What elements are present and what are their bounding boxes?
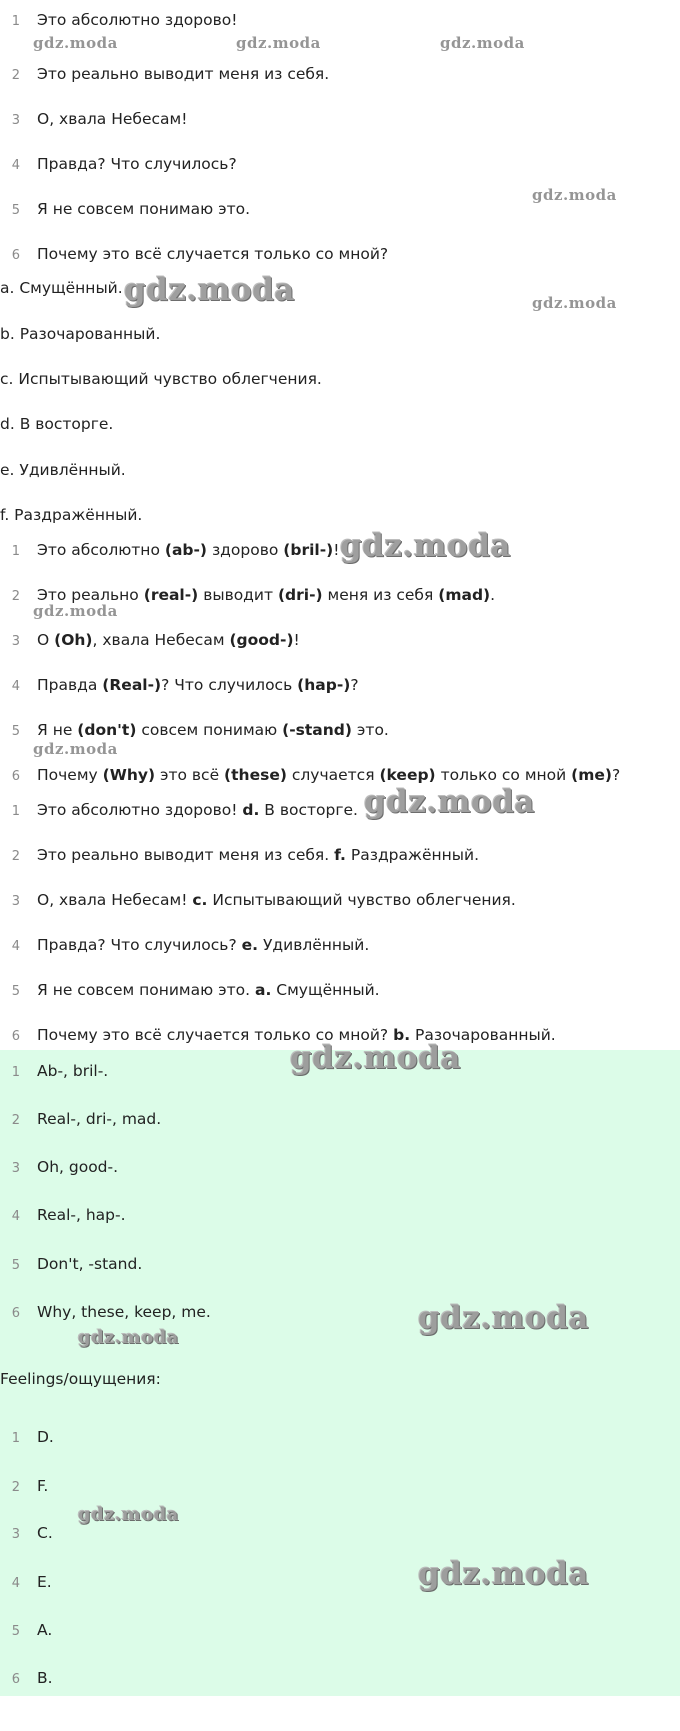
item-number: 5 (11, 1258, 20, 1273)
phrase-fragment: выводит (198, 586, 278, 604)
watermark: gdz.moda (290, 1040, 461, 1076)
feeling-text: a. Смущённый. (0, 279, 123, 297)
english-hint: (Real-) (102, 676, 162, 694)
match-row (0, 935, 369, 957)
feeling-option (0, 278, 123, 298)
answer-text: Ab-, bril-. (37, 1062, 109, 1080)
item-number: 4 (11, 939, 20, 954)
feeling-letter: e. (241, 936, 259, 954)
english-hint: (-stand) (282, 721, 352, 739)
english-hint: (good-) (229, 631, 294, 649)
phrase-text: Это реально выводит меня из себя. (37, 65, 330, 83)
phrase-text: Я не совсем понимаю это. (37, 200, 251, 218)
feeling-text: b. Разочарованный. (0, 325, 161, 343)
feeling-option (0, 369, 322, 389)
phrase-fragment: ? (611, 766, 621, 784)
item-number: 2 (11, 68, 20, 83)
phrase-fragment: здорово (207, 541, 284, 559)
phrase-row (0, 154, 237, 176)
item-number: 3 (11, 894, 20, 909)
feeling-text: c. Испытывающий чувство облегчения. (0, 370, 322, 388)
phrase-fragment: , хвала Небесам (92, 631, 230, 649)
answer-row (0, 1427, 54, 1449)
answer-row (0, 1061, 108, 1083)
answer-text: Real-, hap-. (37, 1206, 126, 1224)
phrase-text: О, хвала Небесам! (37, 891, 193, 909)
feeling-option (0, 414, 113, 434)
answer-row (0, 1572, 52, 1594)
watermark: gdz.moda (418, 1556, 589, 1592)
english-hint: (Oh) (54, 631, 93, 649)
watermark: gdz.moda (33, 34, 118, 52)
answer-text: Why, these, keep, me. (37, 1303, 211, 1321)
feeling-text: Удивлённый. (262, 936, 370, 954)
feeling-letter: d. (242, 801, 260, 819)
english-hint: (me) (571, 766, 612, 784)
english-hint: (ab-) (164, 541, 208, 559)
phrase-fragment: О (37, 631, 55, 649)
answer-row (0, 1302, 211, 1324)
english-hint: (keep) (379, 766, 436, 784)
annotated-row (0, 540, 339, 562)
phrase-fragment: . (490, 586, 496, 604)
item-number: 6 (11, 1672, 20, 1687)
feeling-text: Испытывающий чувство облегчения. (212, 891, 516, 909)
phrase-fragment: Это абсолютно (37, 541, 165, 559)
answer-row (0, 1157, 118, 1179)
english-hint: (dri-) (277, 586, 323, 604)
phrase-text: Правда? Что случилось? (37, 155, 237, 173)
answer-row (0, 1668, 53, 1690)
phrase-text: Почему это всё случается только со мной? (37, 1026, 394, 1044)
feeling-option (0, 505, 142, 525)
item-number: 2 (11, 589, 20, 604)
phrase-text: Это реально выводит меня из себя. (37, 846, 335, 864)
watermark: gdz.moda (33, 740, 118, 758)
english-hint: (these) (224, 766, 287, 784)
answer-text: A. (37, 1621, 53, 1639)
item-number: 3 (11, 634, 20, 649)
feeling-letter: c. (192, 891, 208, 909)
phrase-fragment: ? Что случилось (161, 676, 298, 694)
phrase-fragment: только со мной (435, 766, 572, 784)
item-number: 6 (11, 769, 20, 784)
feeling-letter: b. (393, 1026, 411, 1044)
phrase-fragment: Правда (37, 676, 103, 694)
item-number: 4 (11, 158, 20, 173)
feeling-text: d. В восторге. (0, 415, 114, 433)
phrase-row (0, 10, 237, 32)
english-hint: (don't) (77, 721, 137, 739)
feeling-letter: a. (254, 981, 272, 999)
answer-text: F. (37, 1477, 49, 1495)
english-hint: (mad) (438, 586, 491, 604)
answer-text: Don't, -stand. (37, 1255, 143, 1273)
phrase-fragment: Это реально (37, 586, 144, 604)
answer-text: D. (37, 1428, 54, 1446)
answer-row (0, 1476, 48, 1498)
match-row (0, 1025, 556, 1047)
item-number: 4 (11, 1576, 20, 1591)
phrase-fragment: это всё (155, 766, 225, 784)
item-number: 1 (11, 544, 20, 559)
english-hint: (real-) (143, 586, 199, 604)
feeling-text: f. Раздражённый. (0, 506, 143, 524)
phrase-fragment: ! (293, 631, 300, 649)
item-number: 4 (11, 1209, 20, 1224)
phrase-text: Это абсолютно здорово! (37, 801, 243, 819)
item-number: 1 (11, 14, 20, 29)
answer-row (0, 1109, 161, 1131)
item-number: 6 (11, 1306, 20, 1321)
feeling-text: e. Удивлённый. (0, 461, 126, 479)
phrase-fragment: совсем понимаю (136, 721, 283, 739)
watermark: gdz.moda (418, 1300, 589, 1336)
watermark: gdz.moda (532, 186, 617, 204)
item-number: 4 (11, 679, 20, 694)
phrase-text: Это абсолютно здорово! (37, 11, 238, 29)
feeling-text: Раздражённый. (350, 846, 480, 864)
answer-text: E. (37, 1573, 52, 1591)
phrase-text: Почему это всё случается только со мной? (37, 245, 389, 263)
answer-text: B. (37, 1669, 53, 1687)
phrase-fragment: ! (333, 541, 340, 559)
answer-text: Oh, good-. (37, 1158, 119, 1176)
item-number: 3 (11, 1161, 20, 1176)
phrase-text: Правда? Что случилось? (37, 936, 242, 954)
feeling-text: Смущённый. (276, 981, 380, 999)
item-number: 5 (11, 203, 20, 218)
phrase-row (0, 64, 329, 86)
watermark: gdz.moda (440, 34, 525, 52)
annotated-row (0, 675, 359, 697)
phrase-fragment: меня из себя (322, 586, 439, 604)
item-number: 1 (11, 1431, 20, 1446)
phrase-fragment: ? (350, 676, 359, 694)
phrase-fragment: Почему (37, 766, 103, 784)
phrase-text: О, хвала Небесам! (37, 110, 188, 128)
watermark: gdz.moda (78, 1504, 179, 1525)
answer-row (0, 1523, 53, 1545)
watermark: gdz.moda (340, 528, 511, 564)
annotated-row (0, 630, 300, 652)
match-row (0, 800, 358, 822)
phrase-fragment: случается (286, 766, 380, 784)
watermark: gdz.moda (532, 294, 617, 312)
item-number: 6 (11, 248, 20, 263)
english-hint: (hap-) (297, 676, 351, 694)
item-number: 6 (11, 1029, 20, 1044)
item-number: 2 (11, 849, 20, 864)
feeling-letter: f. (334, 846, 346, 864)
watermark: gdz.moda (124, 272, 295, 308)
english-hint: (Why) (102, 766, 156, 784)
phrase-row (0, 199, 250, 221)
phrase-text: Я не совсем понимаю это. (37, 981, 255, 999)
answer-text: Real-, dri-, mad. (37, 1110, 162, 1128)
phrase-fragment: это. (351, 721, 389, 739)
answer-text: C. (37, 1524, 53, 1542)
item-number: 1 (11, 1065, 20, 1080)
phrase-fragment: Я не (37, 721, 78, 739)
feeling-text: Разочарованный. (415, 1026, 556, 1044)
heading-text: Feelings/ощущения: (0, 1370, 161, 1388)
feelings-heading (0, 1369, 161, 1389)
feeling-text: В восторге. (264, 801, 358, 819)
match-row (0, 980, 380, 1002)
watermark: gdz.moda (236, 34, 321, 52)
item-number: 2 (11, 1113, 20, 1128)
watermark: gdz.moda (364, 784, 535, 820)
item-number: 5 (11, 724, 20, 739)
item-number: 5 (11, 984, 20, 999)
item-number: 5 (11, 1624, 20, 1639)
feeling-option (0, 460, 126, 480)
answer-row (0, 1205, 126, 1227)
item-number: 2 (11, 1480, 20, 1495)
item-number: 1 (11, 804, 20, 819)
english-hint: (bril-) (283, 541, 334, 559)
phrase-row (0, 109, 187, 131)
match-row (0, 845, 479, 867)
watermark: gdz.moda (33, 602, 118, 620)
item-number: 3 (11, 113, 20, 128)
answer-row (0, 1254, 142, 1276)
match-row (0, 890, 516, 912)
phrase-row (0, 244, 388, 266)
feeling-option (0, 324, 160, 344)
item-number: 3 (11, 1527, 20, 1542)
answer-row (0, 1620, 52, 1642)
watermark: gdz.moda (78, 1327, 179, 1348)
annotated-row (0, 720, 389, 742)
